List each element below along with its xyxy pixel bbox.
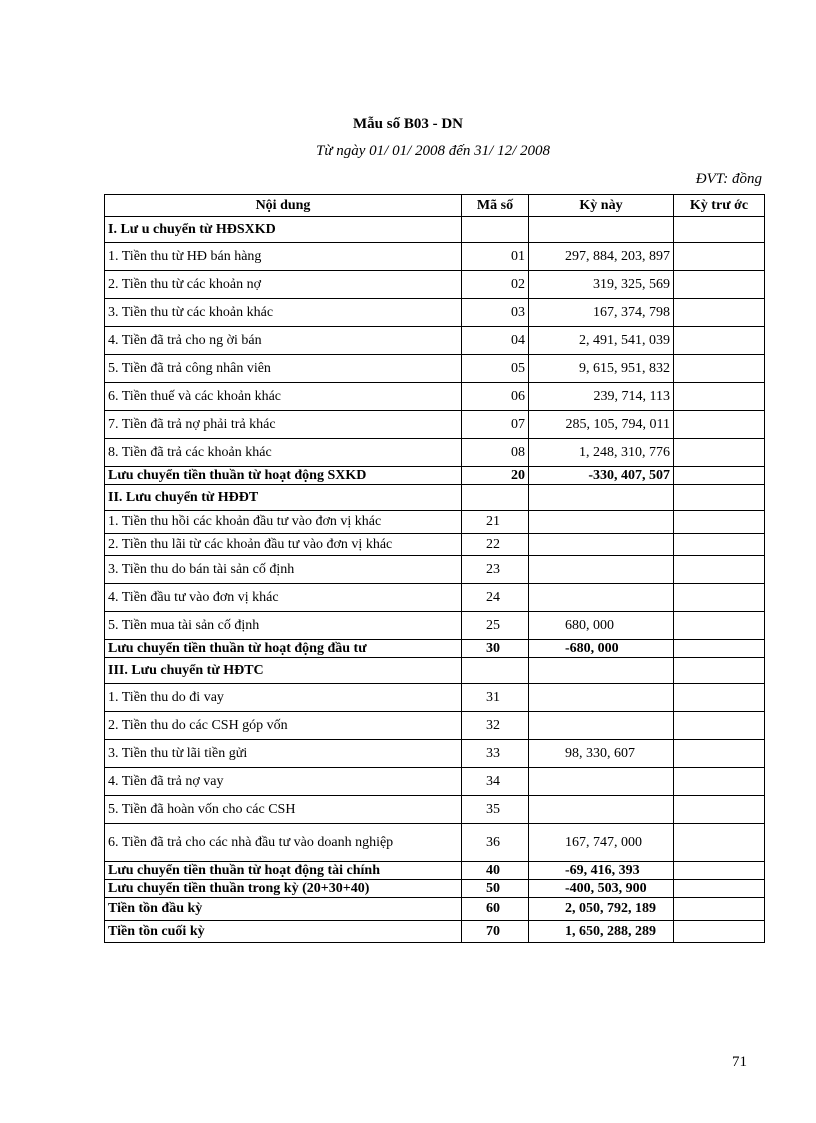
table-row	[105, 217, 765, 243]
cell-code: 40	[462, 862, 529, 880]
cell-previous-period	[674, 383, 765, 411]
cell-previous-period	[674, 411, 765, 439]
cell-previous-period	[674, 740, 765, 768]
cell-code	[462, 217, 529, 243]
cell-code: 31	[462, 684, 529, 712]
cell-code	[462, 658, 529, 684]
cell-current-period: 1, 248, 310, 776	[529, 439, 674, 467]
cell-current-period: 2, 050, 792, 189	[529, 898, 674, 921]
cell-previous-period	[674, 612, 765, 640]
table-row	[105, 383, 765, 411]
column-header-content: Nội dung	[105, 195, 462, 217]
cell-previous-period	[674, 485, 765, 511]
currency-unit: ĐVT: đồng	[695, 171, 762, 187]
cell-current-period	[529, 534, 674, 556]
cell-code: 32	[462, 712, 529, 740]
cell-current-period: 9, 615, 951, 832	[529, 355, 674, 383]
cell-previous-period	[674, 658, 765, 684]
cell-previous-period	[674, 712, 765, 740]
table-row	[105, 534, 765, 556]
table-row	[105, 921, 765, 943]
cell-content: 2. Tiền thu do các CSH góp vốn	[105, 712, 462, 740]
cell-content: III. Lưu chuyển từ HĐTC	[105, 658, 462, 684]
table-row	[105, 740, 765, 768]
cell-content: 1. Tiền thu từ HĐ bán hàng	[105, 243, 462, 271]
column-header-current-period: Kỳ này	[529, 195, 674, 217]
cell-previous-period	[674, 684, 765, 712]
cell-previous-period	[674, 299, 765, 327]
table-row	[105, 824, 765, 862]
table-row	[105, 327, 765, 355]
table-row	[105, 712, 765, 740]
cell-previous-period	[674, 511, 765, 534]
cell-code: 07	[462, 411, 529, 439]
table-row	[105, 411, 765, 439]
cell-current-period: 285, 105, 794, 011	[529, 411, 674, 439]
cell-code: 24	[462, 584, 529, 612]
cell-code: 04	[462, 327, 529, 355]
table-row	[105, 612, 765, 640]
cell-current-period: 1, 650, 288, 289	[529, 921, 674, 943]
cell-current-period	[529, 584, 674, 612]
cell-current-period	[529, 658, 674, 684]
cell-previous-period	[674, 796, 765, 824]
cell-previous-period	[674, 584, 765, 612]
cell-content: 4. Tiền đã trả cho ng ời bán	[105, 327, 462, 355]
cell-current-period	[529, 768, 674, 796]
cell-content: Lưu chuyển tiền thuần từ hoạt động đầu tư	[105, 640, 462, 658]
cell-code: 08	[462, 439, 529, 467]
cell-previous-period	[674, 439, 765, 467]
cash-flow-table	[104, 194, 765, 943]
cell-previous-period	[674, 355, 765, 383]
cell-content: 5. Tiền đã trả công nhân viên	[105, 355, 462, 383]
cell-previous-period	[674, 898, 765, 921]
cell-code: 03	[462, 299, 529, 327]
cell-code: 30	[462, 640, 529, 658]
cell-previous-period	[674, 640, 765, 658]
cell-content: 3. Tiền thu do bán tài sản cố định	[105, 556, 462, 584]
cell-code: 35	[462, 796, 529, 824]
table-row	[105, 880, 765, 898]
cell-current-period	[529, 217, 674, 243]
cell-previous-period	[674, 243, 765, 271]
cell-previous-period	[674, 824, 765, 862]
cell-content: 6. Tiền đã trả cho các nhà đầu tư vào doanh nghiệp	[105, 824, 462, 862]
cell-previous-period	[674, 271, 765, 299]
cell-code: 05	[462, 355, 529, 383]
cell-current-period	[529, 712, 674, 740]
cell-previous-period	[674, 768, 765, 796]
cell-current-period	[529, 485, 674, 511]
cell-content: 8. Tiền đã trả các khoản khác	[105, 439, 462, 467]
cell-code	[462, 485, 529, 511]
table-row	[105, 768, 765, 796]
cell-current-period	[529, 511, 674, 534]
table-row	[105, 556, 765, 584]
cell-current-period: -69, 416, 393	[529, 862, 674, 880]
cell-content: Tiền tồn đầu kỳ	[105, 898, 462, 921]
cell-current-period: 297, 884, 203, 897	[529, 243, 674, 271]
cell-code: 34	[462, 768, 529, 796]
table-row	[105, 485, 765, 511]
cell-content: 5. Tiền đã hoàn vốn cho các CSH	[105, 796, 462, 824]
cell-previous-period	[674, 921, 765, 943]
cell-content: Tiền tồn cuối kỳ	[105, 921, 462, 943]
cell-code: 21	[462, 511, 529, 534]
cell-current-period: 98, 330, 607	[529, 740, 674, 768]
cell-current-period: -330, 407, 507	[529, 467, 674, 485]
cell-code: 25	[462, 612, 529, 640]
cell-content: I. Lư u chuyển từ HĐSXKD	[105, 217, 462, 243]
cell-code: 20	[462, 467, 529, 485]
cell-current-period: -400, 503, 900	[529, 880, 674, 898]
cell-current-period	[529, 796, 674, 824]
table-row	[105, 299, 765, 327]
cell-previous-period	[674, 556, 765, 584]
cell-content: Lưu chuyển tiền thuần từ hoạt động SXKD	[105, 467, 462, 485]
cell-previous-period	[674, 862, 765, 880]
table-row	[105, 658, 765, 684]
table-row	[105, 243, 765, 271]
table-row	[105, 862, 765, 880]
table-row	[105, 684, 765, 712]
table-row	[105, 439, 765, 467]
table-row	[105, 467, 765, 485]
cell-current-period: 167, 747, 000	[529, 824, 674, 862]
table-row	[105, 511, 765, 534]
date-range-subtitle: Từ ngày 01/ 01/ 2008 đến 31/ 12/ 2008	[315, 143, 550, 159]
cell-code: 02	[462, 271, 529, 299]
cell-content: 4. Tiền đã trả nợ vay	[105, 768, 462, 796]
cell-previous-period	[674, 327, 765, 355]
cell-current-period: 239, 714, 113	[529, 383, 674, 411]
cell-current-period: 680, 000	[529, 612, 674, 640]
cell-current-period: 319, 325, 569	[529, 271, 674, 299]
cell-content: 3. Tiền thu từ các khoản khác	[105, 299, 462, 327]
cell-content: 5. Tiền mua tài sản cố định	[105, 612, 462, 640]
cell-content: Lưu chuyển tiền thuần trong kỳ (20+30+40)	[105, 880, 462, 898]
cell-content: Lưu chuyển tiền thuần từ hoạt động tài chính	[105, 862, 462, 880]
cell-code: 33	[462, 740, 529, 768]
cell-content: 7. Tiền đã trả nợ phải trả khác	[105, 411, 462, 439]
page-number: 71	[732, 1054, 747, 1070]
cell-content: 6. Tiền thuế và các khoản khác	[105, 383, 462, 411]
cell-code: 36	[462, 824, 529, 862]
cell-current-period: -680, 000	[529, 640, 674, 658]
cell-code: 70	[462, 921, 529, 943]
cell-current-period	[529, 556, 674, 584]
table-header-row	[105, 195, 765, 217]
cell-content: 2. Tiền thu từ các khoản nợ	[105, 271, 462, 299]
cell-code: 23	[462, 556, 529, 584]
cell-content: 1. Tiền thu hồi các khoản đầu tư vào đơn vị khác	[105, 511, 462, 534]
cell-previous-period	[674, 534, 765, 556]
column-header-code: Mã số	[462, 195, 529, 217]
cell-content: 1. Tiền thu do đi vay	[105, 684, 462, 712]
cell-previous-period	[674, 217, 765, 243]
table-row	[105, 355, 765, 383]
cell-code: 06	[462, 383, 529, 411]
cell-code: 50	[462, 880, 529, 898]
table-row	[105, 640, 765, 658]
cell-content: 2. Tiền thu lãi từ các khoản đầu tư vào đơn vị khác	[105, 534, 462, 556]
table-row	[105, 584, 765, 612]
cell-previous-period	[674, 880, 765, 898]
cell-current-period: 2, 491, 541, 039	[529, 327, 674, 355]
table-row	[105, 271, 765, 299]
table-row	[105, 796, 765, 824]
cell-previous-period	[674, 467, 765, 485]
cell-content: II. Lưu chuyển từ HĐĐT	[105, 485, 462, 511]
cell-code: 60	[462, 898, 529, 921]
cell-code: 01	[462, 243, 529, 271]
column-header-previous-period: Kỳ trư ớc	[674, 195, 765, 217]
cell-content: 3. Tiền thu từ lãi tiền gửi	[105, 740, 462, 768]
cell-current-period: 167, 374, 798	[529, 299, 674, 327]
form-title: Mẫu số B03 - DN	[352, 116, 463, 132]
cell-code: 22	[462, 534, 529, 556]
cell-content: 4. Tiền đầu tư vào đơn vị khác	[105, 584, 462, 612]
table-row	[105, 898, 765, 921]
cell-current-period	[529, 684, 674, 712]
